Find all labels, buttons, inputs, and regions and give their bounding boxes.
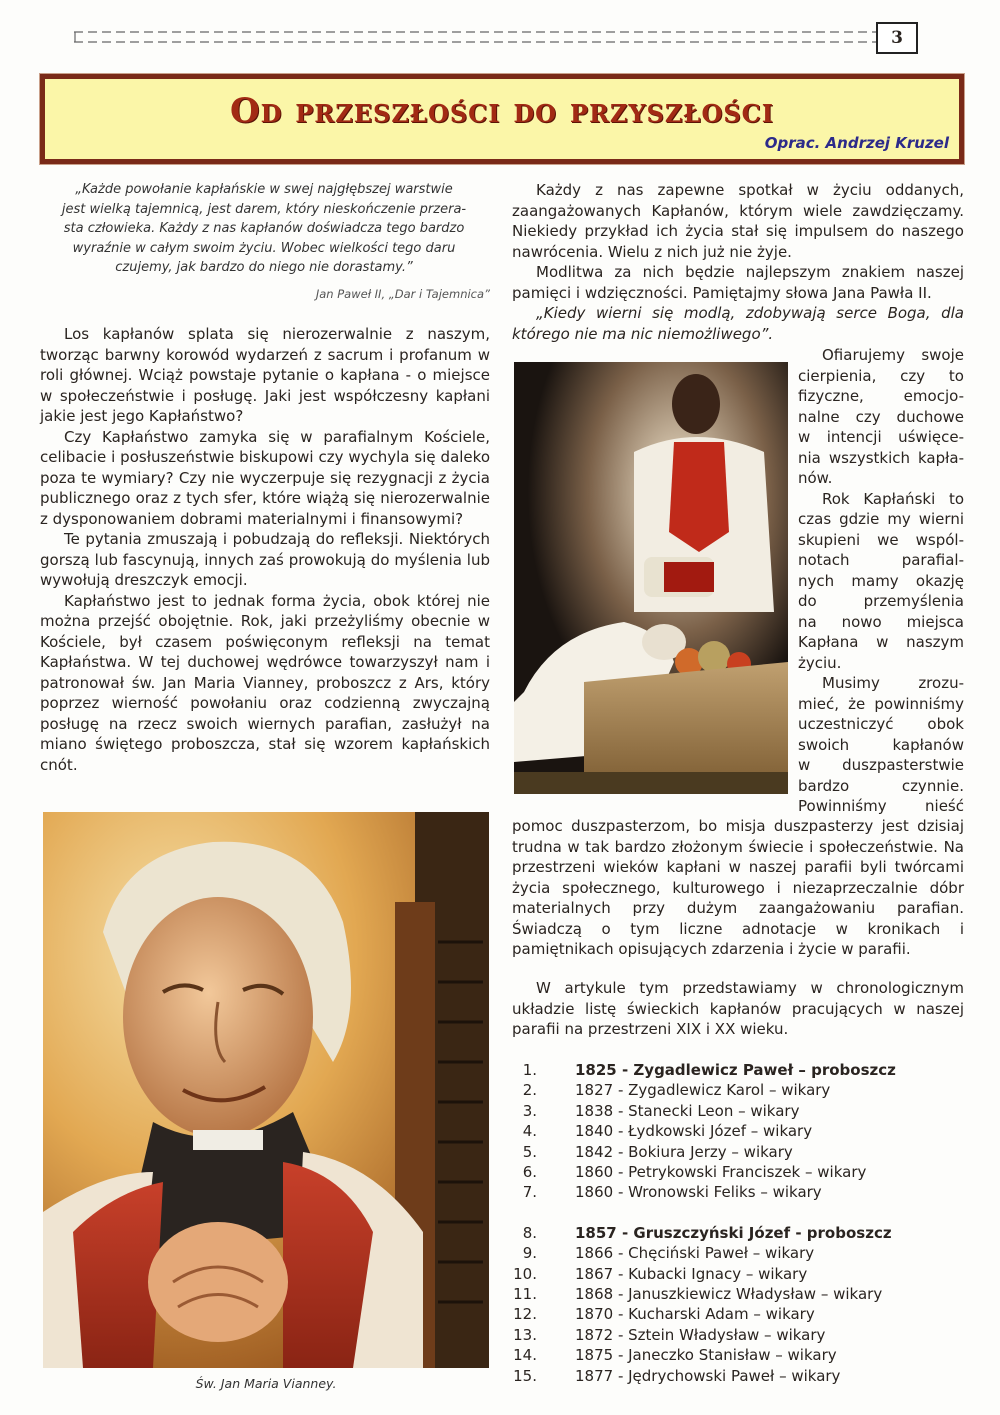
list-item [505,1162,965,1182]
item-text: 1857 - Gruszczyński Józef - proboszcz [575,1223,892,1242]
list-item [505,1345,965,1365]
list-item [505,1121,965,1141]
quote-line: sta człowieka. Każdy z nas kapłanów doświadcza tego bardzo [63,221,465,236]
item-text: 1872 - Sztein Władysław – wikary [575,1325,826,1344]
text-line: Kapłana w naszym [798,633,964,651]
text-line: swoich kapłanów [798,735,964,754]
title-banner [40,74,964,164]
item-text: 1840 - Łydkowski Józef – wikary [575,1122,813,1141]
item-number: 11. [513,1285,537,1304]
epigraph-quote [44,180,484,278]
item-text: 1868 - Januszkiewicz Władysław – wikary [575,1285,883,1304]
priest-list [505,1060,965,1386]
paragraph: W artykule tym przedstawiamy w chronologicznym układzie listę świeckich kapłanów pracujących w naszej parafii na przestrzeni XIX i XX wieku. [512,979,964,1038]
item-number: 3. [522,1101,537,1120]
article-title: Od przeszłości do przyszłości [229,91,775,131]
vianney-portrait-image [43,812,489,1368]
text-line: czas gdzie my wierni [798,510,964,528]
list-item [505,1080,965,1100]
item-text: 1827 - Zygadlewicz Karol – wikary [575,1081,831,1100]
text-line: nalne czy duchowe [798,407,964,426]
list-item [505,1223,965,1243]
item-text: 1838 - Stanecki Leon – wikary [575,1101,800,1120]
item-number: 2. [522,1081,537,1100]
list-spacer [505,1203,965,1223]
list-intro [512,978,964,1040]
item-text: 1842 - Bokiura Jerzy – wikary [575,1142,793,1161]
text-line: do przemyślenia [798,592,964,610]
list-item [505,1264,965,1284]
paragraph: Każdy z nas zapewne spotkał w życiu oddanych, zaangażowanych Kapłanów, którym wiele zawdzięczamy. Niekiedy przykład ich życia stał się impulsem do naszego nawrócenia. Wielu z nich już nie żyje. [512,181,964,261]
paragraph: Los kapłanów splata się nierozerwalnie z naszym, tworząc barwny korowód wydarzeń z sacrum i profanum w roli głównej. Wciąż powstaje pytanie o kapłana - o miejsce w społeczeństwie i posługę. Jaki jest współczesny kapłani jakie jest jego Kapłaństwo? [40,325,490,425]
item-text: 1867 - Kubacki Ignacy – wikary [575,1264,808,1283]
item-number: 13. [513,1325,537,1344]
item-text: 1825 - Zygadlewicz Paweł – proboszcz [575,1061,896,1079]
list-item [505,1243,965,1263]
item-number: 12. [513,1305,537,1324]
item-number: 1. [522,1061,537,1079]
list-item [505,1284,965,1304]
photo-caption: Św. Jan Maria Vianney. [195,1376,337,1391]
side-text-column [798,345,964,817]
quote-line: jest wielką tajemnicą, jest darem, który nieskończenie przera- [61,201,467,217]
item-number: 5. [522,1142,537,1161]
paragraph: Te pytania zmuszają i pobudzają do refleksji. Niektórych gorszą lub fascynują, innych zaś prowokują do myślenia lub wywołują dreszczyk emocji. [40,530,490,589]
page-number: 3 [876,22,918,54]
text-line: w duszpasterstwie [798,756,964,774]
item-text: 1877 - Jędrychowski Paweł – wikary [575,1366,841,1385]
text-line: skupieni we wspól- [798,530,964,549]
text-line: nów. [798,469,833,487]
quote-line: czujemy, jak bardzo do niego nie dorastamy.” [115,260,413,275]
quote-line: wyraźnie w całym swoim życiu. Wobec wielkości tego daru [72,240,456,256]
item-number: 9. [522,1244,537,1263]
paragraph: pomoc duszpasterzom, bo misja duszpasterzy jest dzisiaj trudna w tak bardzo złożonym świecie i społeczeństwie. Na przestrzeni wieków kapłani w naszej parafii byli twórcami życia społecznego, kulturowego i niezaprzeczalnie dóbr materialnych przy dużym zaangażowaniu parafian. Świadczą o tym liczne adnotacje w kronikach i pamiętnikach opisujących zdarzenia i życie w parafii. [512,817,964,958]
left-column-text [40,324,490,775]
item-text: 1866 - Chęciński Paweł – wikary [575,1244,815,1263]
text-line: bardzo czynnie. [798,776,964,795]
text-line: cierpienia, czy to [798,366,964,385]
text-line: życiu. [798,653,842,672]
list-item [505,1101,965,1121]
text-line: Rok Kapłański to [822,489,964,508]
list-item [505,1366,965,1386]
article-author: Oprac. Andrzej Kruzel [764,134,949,152]
item-number: 7. [522,1183,537,1202]
list-item [505,1142,965,1162]
item-number: 14. [513,1346,537,1365]
text-line: Musimy zrozu- [822,674,964,692]
text-line: mieć, że powinniśmy [798,694,964,713]
item-number: 4. [522,1122,537,1141]
item-text: 1875 - Janeczko Stanisław – wikary [575,1346,837,1365]
text-line: fizyczne, emocjo- [798,387,964,405]
text-line: Powinniśmy nieść [798,797,964,815]
list-item [505,1304,965,1324]
text-line: nia wszystkich kapła- [798,448,964,467]
item-text: 1860 - Petrykowski Franciszek – wikary [575,1163,867,1182]
paragraph: Czy Kapłaństwo zamyka się w parafialnym Kościele, celibacie i posłuszeństwie biskupowi czy wychyla się daleko poza te wymiary? Czy nie wyczerpuje się rezygnacji z życia publicznego oraz z tych sfer, które wiążą się nierozerwalnie z dysponowaniem dobrami materialnymi i finansowymi? [40,427,490,528]
item-number: 15. [513,1366,537,1385]
pope-quote: „Kiedy wierni się modlą, zdobywają serce Boga, dla którego nie ma nic niemożliwego”. [512,304,964,343]
right-column-text-top [512,180,964,344]
item-number: 6. [522,1163,537,1182]
list-item [505,1060,965,1080]
text-line: nych mamy okazję [798,571,964,590]
text-line: notach parafial- [798,551,964,569]
item-text: 1860 - Wronowski Feliks – wikary [575,1183,822,1202]
pope-kneeling-photo [514,362,788,794]
quote-source: Jan Paweł II, „Dar i Tajemnica” [315,287,490,301]
list-item [505,1325,965,1345]
item-number: 8. [522,1223,537,1242]
header-dashed-rule [74,28,876,48]
item-number: 10. [513,1264,537,1283]
paragraph: Kapłaństwo jest to jednak forma życia, obok której nie można przejść obojętnie. Rok, jaki przeżyliśmy obecnie w Kościele, był czasem poświęconym refleksji na temat Kapłaństwa. W tej duchowej wędrówce towarzyszył nam i patronował św. Jan Maria Vianney, proboszcz z Ars, który poprzez wierność powołaniu oraz codzienną zwyczajną posługę na rzecz swoich wiernych parafian, zasłużył na miano świętego proboszcza, stał się wzorem kapłańskich cnót. [40,591,490,774]
text-line: uczestniczyć obok [798,715,964,733]
text-line: Ofiarujemy swoje [822,346,964,364]
quote-line: „Każde powołanie kapłańskie w swej najgłębszej warstwie [75,182,453,197]
list-item [505,1182,965,1202]
paragraph: Modlitwa za nich będzie najlepszym znakiem naszej pamięci i wdzięczności. Pamiętajmy słowa Jana Pawła II. [512,263,964,302]
item-text: 1870 - Kucharski Adam – wikary [575,1305,815,1324]
right-column-text-bottom [512,816,964,960]
text-line: w intencji uświęce- [798,428,964,446]
text-line: na nowo miejsca [798,612,964,631]
